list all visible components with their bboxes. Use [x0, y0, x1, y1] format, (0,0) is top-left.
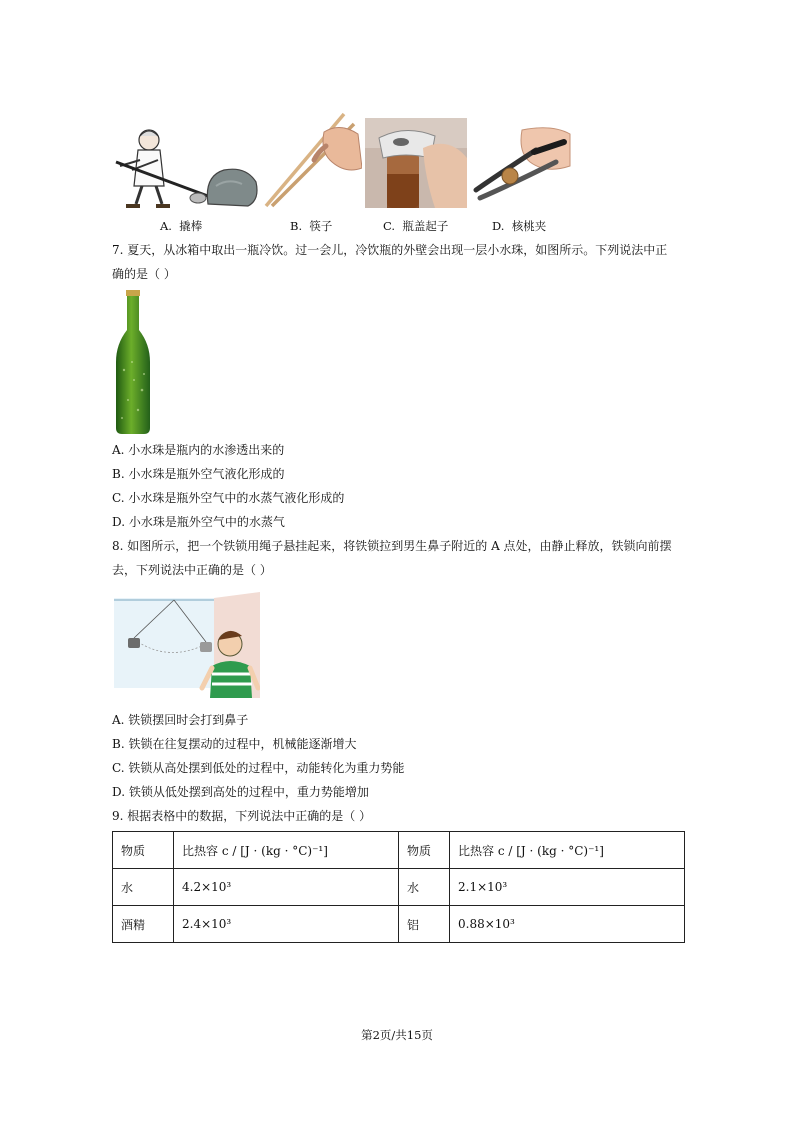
q8-option-a: A. 铁锁摆回时会打到鼻子	[112, 713, 249, 727]
q7-stem-line1: 7. 夏天，从冰箱中取出一瓶冷饮。过一会儿，冷饮瓶的外壁会出现一层小水珠，如图所示。下列说法中正	[112, 243, 668, 257]
table-cell: 水	[399, 869, 450, 906]
q8-stem-line2: 去，下列说法中正确的是（ ）	[112, 563, 272, 577]
q6-option-c: C. 瓶盖起子	[383, 219, 449, 233]
table-cell: 4.2×10³	[174, 869, 399, 906]
table-cell: 水	[113, 869, 174, 906]
chopsticks-photo	[262, 112, 362, 208]
q6-option-b: B. 筷子	[290, 219, 333, 233]
table-header-cell: 物质	[113, 832, 174, 869]
table-row	[113, 869, 685, 906]
table-cell: 2.1×10³	[450, 869, 685, 906]
lever-crowbar-illustration	[112, 126, 260, 208]
table-header-cell: 比热容 c / [J · (kg · °C)⁻¹]	[450, 832, 685, 869]
q7-option-a: A. 小水珠是瓶内的水渗透出来的	[112, 443, 285, 457]
q9-stem: 9. 根据表格中的数据，下列说法中正确的是（ ）	[112, 809, 372, 823]
q6-option-a: A. 撬棒	[160, 219, 203, 233]
q8-option-b: B. 铁锁在往复摆动的过程中，机械能逐渐增大	[112, 737, 357, 751]
page-footer: 第2页/共15页	[361, 1028, 433, 1042]
q8-stem-line1: 8. 如图所示，把一个铁锁用绳子悬挂起来，将铁锁拉到男生鼻子附近的 A 点处，由静止释放，铁锁向前摆	[112, 539, 672, 553]
table-header-cell: 物质	[399, 832, 450, 869]
q7-option-b: B. 小水珠是瓶外空气液化形成的	[112, 467, 285, 481]
q8-option-c: C. 铁锁从高处摆到低处的过程中，动能转化为重力势能	[112, 761, 405, 775]
table-header-row	[113, 832, 685, 869]
q7-stem-line2: 确的是（ ）	[112, 267, 176, 281]
q7-option-c: C. 小水珠是瓶外空气中的水蒸气液化形成的	[112, 491, 345, 505]
table-cell: 铝	[399, 906, 450, 943]
table-row	[113, 906, 685, 943]
nutcracker-photo	[472, 122, 572, 208]
q7-option-d: D. 小水珠是瓶外空气中的水蒸气	[112, 515, 285, 529]
green-bottle-photo	[114, 290, 152, 434]
specific-heat-table	[112, 831, 685, 943]
pendulum-lock-illustration	[114, 592, 260, 698]
table-cell: 2.4×10³	[174, 906, 399, 943]
table-header-cell: 比热容 c / [J · (kg · °C)⁻¹]	[174, 832, 399, 869]
table-cell: 酒精	[113, 906, 174, 943]
table-cell: 0.88×10³	[450, 906, 685, 943]
q6-option-d: D. 核桃夹	[492, 219, 547, 233]
bottle-opener-photo	[365, 118, 467, 208]
q8-option-d: D. 铁锁从低处摆到高处的过程中，重力势能增加	[112, 785, 369, 799]
